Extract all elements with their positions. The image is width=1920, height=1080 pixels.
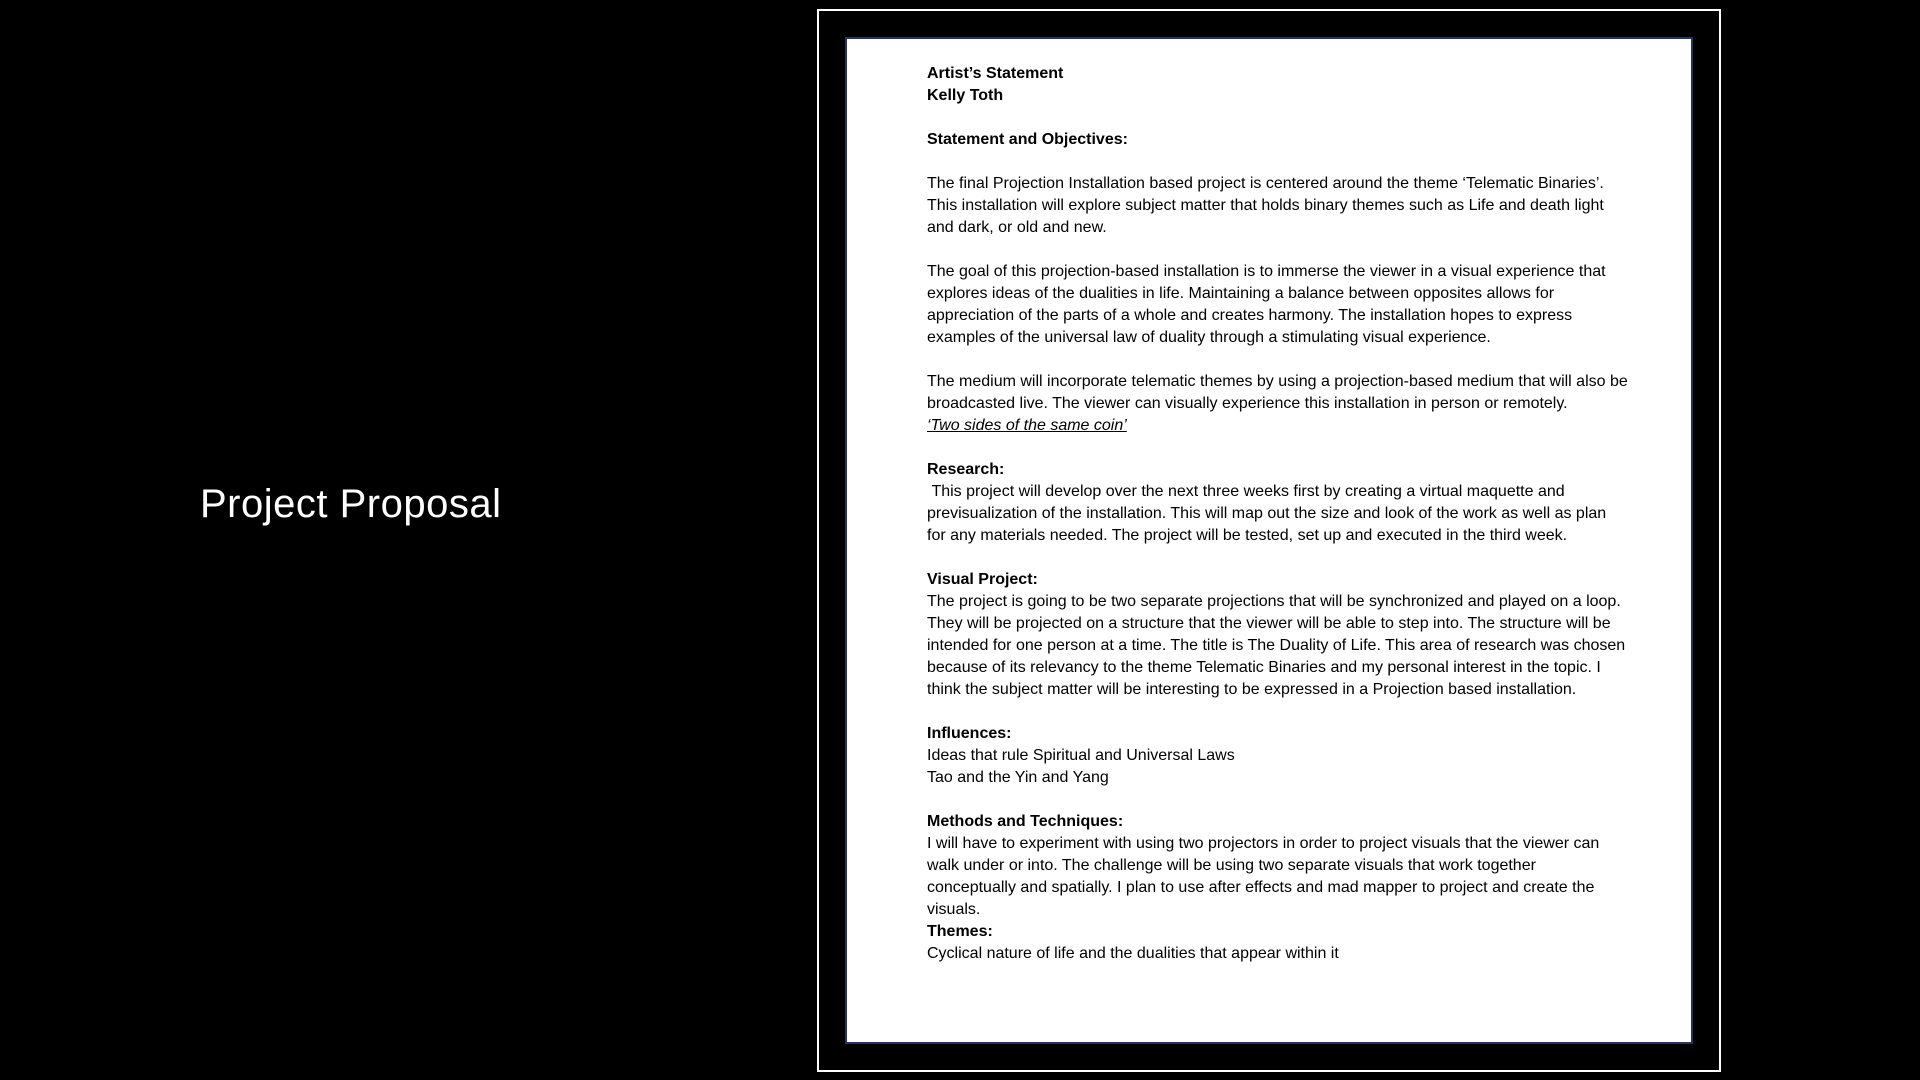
statement-paragraph-3: The medium will incorporate telematic themes by using a projection-based medium that will also be broadcasted live. The viewer can visually experience this installation in person or remotely.: [927, 373, 1633, 412]
document-frame: [813, 5, 1725, 1076]
themes-heading: Themes:: [927, 923, 993, 940]
influences-heading: Influences:: [927, 725, 1012, 742]
statement-paragraph-1: The final Projection Installation based project is centered around the theme ‘Telematic Binaries’. This installation will explore subject matter that holds binary themes such as Life and death light and dark, or old and new.: [927, 175, 1609, 236]
statement-objectives-heading: Statement and Objectives:: [927, 131, 1128, 148]
methods-techniques-body: I will have to experiment with using two projectors in order to project visuals that the viewer can walk under or into. The challenge will be using two separate visuals that work together conceptually and spatially. I plan to use after effects and mad mapper to project and create the visuals.: [927, 835, 1604, 918]
research-heading: Research:: [927, 461, 1005, 478]
quote-line: ‘Two sides of the same coin’: [927, 417, 1127, 434]
themes-body: Cyclical nature of life and the dualities that appear within it: [927, 945, 1339, 962]
doc-author: Kelly Toth: [927, 87, 1004, 104]
methods-techniques-heading: Methods and Techniques:: [927, 813, 1124, 830]
document-frame-border: [817, 9, 1721, 1072]
visual-project-body: The project is going to be two separate projections that will be synchronized and played on a loop. They will be projected on a structure that the viewer will be able to step into. The structure will be intended for one person at a time. The title is The Duality of Life. This area of research was chosen because of its relevancy to the theme Telematic Binaries and my personal interest in the topic. I think the subject matter will be interesting to be expressed in a Projection based installation.: [927, 593, 1630, 698]
influences-line-2: Tao and the Yin and Yang: [927, 769, 1109, 786]
slide-title: Project Proposal: [200, 482, 502, 526]
statement-paragraph-2: The goal of this projection-based installation is to immerse the viewer in a visual experience that explores ideas of the dualities in life. Maintaining a balance between opposites allows for appreciation of the parts of a whole and creates harmony. The installation hopes to express examples of the universal law of duality through a stimulating visual experience.: [927, 263, 1611, 346]
research-body: This project will develop over the next three weeks first by creating a virtual maquette and previsualization of the installation. This will map out the size and look of the work as well as plan for any materials needed. The project will be tested, set up and executed in the third week.: [927, 483, 1611, 544]
doc-title: Artist’s Statement: [927, 65, 1064, 82]
visual-project-heading: Visual Project:: [927, 571, 1038, 588]
document-page: [845, 37, 1693, 1044]
influences-line-1: Ideas that rule Spiritual and Universal Laws: [927, 747, 1235, 764]
